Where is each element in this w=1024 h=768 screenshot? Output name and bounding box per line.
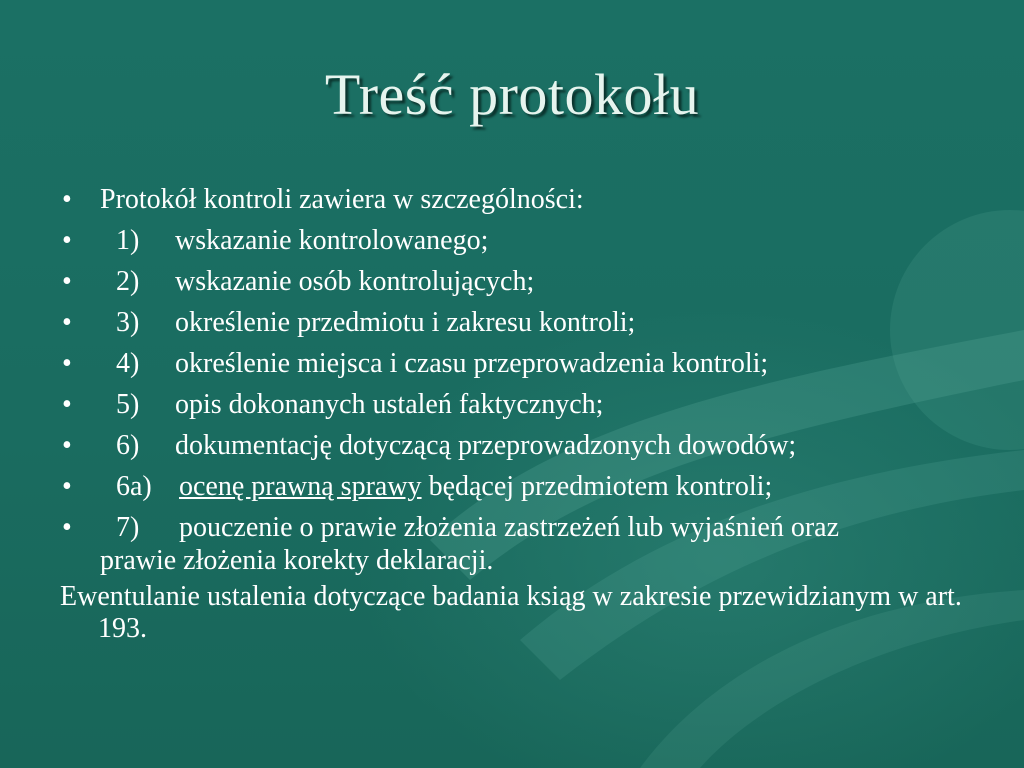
bullet-icon: • xyxy=(62,512,72,543)
list-item-3 xyxy=(60,305,980,341)
item-text: określenie przedmiotu i zakresu kontroli; xyxy=(175,307,636,338)
list-item-7 xyxy=(60,510,980,576)
item-continuation: prawie złożenia korekty deklaracji. xyxy=(100,545,494,576)
bullet-icon: • xyxy=(62,348,72,379)
item-text: określenie miejsca i czasu przeprowadzenia kontroli; xyxy=(175,348,769,379)
list-item-6 xyxy=(60,428,980,464)
bullet-icon: • xyxy=(62,430,72,461)
item-number: 1) xyxy=(116,225,140,256)
list-item-4 xyxy=(60,346,980,382)
item-number: 6) xyxy=(116,430,140,461)
bullet-icon: • xyxy=(62,225,72,256)
item-number: 3) xyxy=(116,307,140,338)
item-number: 6a) xyxy=(116,471,152,502)
list-item-5 xyxy=(60,387,980,423)
item-underlined-text: ocenę prawną sprawy xyxy=(179,471,422,502)
item-number: 2) xyxy=(116,266,140,297)
bullet-icon: • xyxy=(62,307,72,338)
bullet-icon: • xyxy=(62,266,72,297)
item-text: opis dokonanych ustaleń faktycznych; xyxy=(175,389,604,420)
item-number: 7) xyxy=(116,512,140,543)
item-number: 4) xyxy=(116,348,140,379)
item-text: wskazanie osób kontrolujących; xyxy=(175,266,535,297)
list-item-2 xyxy=(60,264,980,300)
item-text: będącej przedmiotem kontroli; xyxy=(428,471,773,502)
item-text: dokumentację dotyczącą przeprowadzonych dowodów; xyxy=(175,430,797,461)
bullet-icon: • xyxy=(62,184,72,215)
bullet-icon: • xyxy=(62,389,72,420)
slide-title: Treść protokołu xyxy=(324,62,700,127)
item-text: pouczenie o prawie złożenia zastrzeżeń lub wyjaśnień oraz xyxy=(179,512,839,543)
content-list xyxy=(60,182,980,645)
list-item-6a xyxy=(60,469,980,505)
item-number: 5) xyxy=(116,389,140,420)
closing-paragraph: Ewentulanie ustalenia dotyczące badania ksiąg w zakresie przewidzianym w art. 193. xyxy=(60,581,962,644)
item-text: Protokół kontroli zawiera w szczególności: xyxy=(100,184,584,215)
list-item-intro xyxy=(60,182,980,218)
bullet-icon: • xyxy=(62,471,72,502)
item-text: wskazanie kontrolowanego; xyxy=(175,225,489,256)
list-item-1 xyxy=(60,223,980,259)
